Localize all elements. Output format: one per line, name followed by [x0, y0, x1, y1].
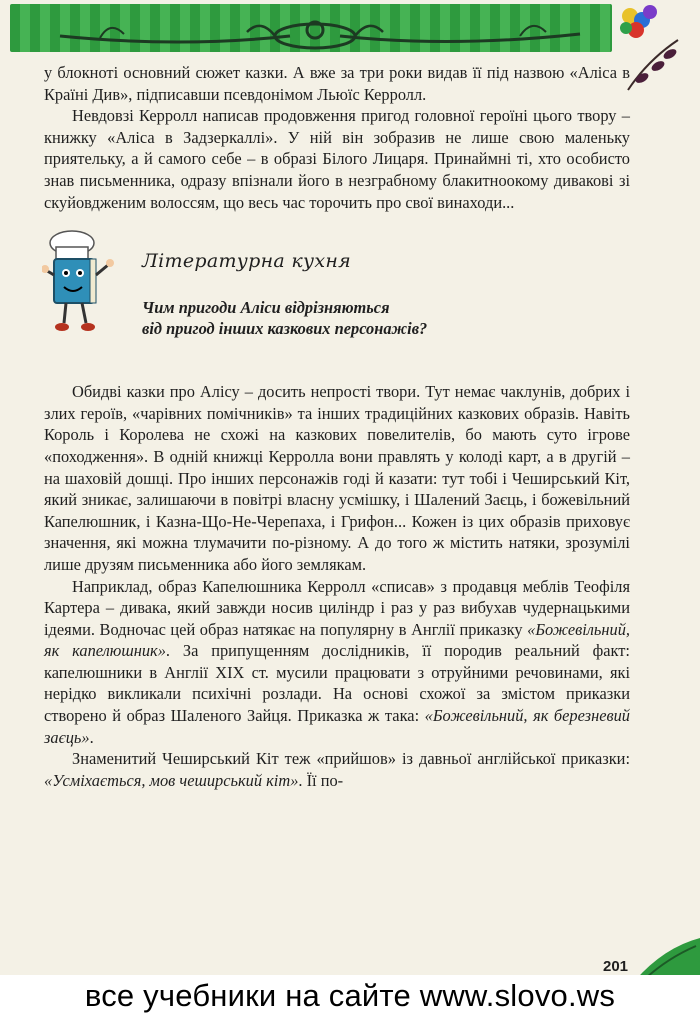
section-question — [142, 297, 427, 339]
paragraph: у блокноті основний сюжет казки. А вже за три роки видав її під назвою «Аліса в Країні Див», підписавши псевдонімом Льюїс Керролл. — [44, 63, 630, 104]
paragraph: Обидві казки про Алісу – досить непрості твори. Тут немає чаклунів, добрих і злих героїв, «чарівних помічників» та інших традиційних казкових образів. Навіть Король і Королева не схожі на казкових повелителів, бо мають суто ігрове «походження». В одній книжці Керролла вони правлять у колоді карт, а в другій – на шаховій дошці. Про інших персонажів годі й казати: тут тобі і Чеширський Кіт, який зникає, залишаючи в повітрі власну усмішку, і Шалений Заєць, і божевільний Капелюшник, і Казна-Що-Не-Черепаха, і Грифон... Кожен із цих образів приховує значення, які можна тлумачити по-різному. А до того ж містить натяки, зрозумілі лише друзям письменника або його землякам. — [44, 382, 630, 574]
page-number: 201 — [603, 958, 629, 975]
literary-kitchen-section — [44, 229, 630, 377]
chef-book-icon — [42, 229, 126, 337]
text-run: Наприклад, образ Капелюшника Керролл «списав» з продавця меблів Теофіля Картера – дивака, який завжди носив циліндр і раз у раз вибухав чудернацькими ідеями. Водночас цей образ натякає на популярну в Англії приказку — [44, 576, 630, 639]
quote: «Усміхається, мов чеширський кіт» — [44, 770, 299, 790]
page-content — [44, 62, 630, 791]
question-line: від пригод інших казкових персонажів? — [142, 319, 428, 339]
question-line: Чим пригоди Аліси відрізняються — [142, 298, 390, 318]
paragraph-cat — [44, 748, 630, 791]
paragraph-hatter — [44, 576, 630, 749]
header-ornament-icon — [40, 6, 600, 52]
text-run: . Її по- — [298, 770, 344, 790]
quote: «Божевільний, як капелюшник» — [44, 619, 630, 661]
quote: «Божевільний, як березневий заєць» — [44, 706, 630, 747]
paragraph: Невдовзі Керролл написав продовження пригод головної героїні цього твору – книжку «Аліса в Задзеркаллі». У ній він зобразив не лише свою маленьку приятельку, а й самого себе – в образі Білого Лицаря. Принаймні ті, хто особисто знав письменника, одразу впізнали його в незграбному блакитноокому диваковi зі скуйовдженим волоссям, що весь час торочить про свої винаходи... — [44, 106, 630, 212]
section-title: Літературна кухня — [142, 250, 352, 273]
text-run: . — [89, 727, 94, 747]
site-footer: все учебники на сайте www.slovo.ws — [0, 975, 700, 1016]
text-run: . За припущенням дослідників, її породив реальний факт: капелюшники в Англії XIX ст. мусили працювати з отруйними речовинами, які нерідко викликали психічні розлади. На основі схожої за змістом приказки створено й образ Шаленого Зайця. Приказка ж така: — [44, 641, 630, 726]
text-run: Знаменитий Чеширський Кіт теж «прийшов» із давньої англійської приказки: — [72, 749, 630, 769]
